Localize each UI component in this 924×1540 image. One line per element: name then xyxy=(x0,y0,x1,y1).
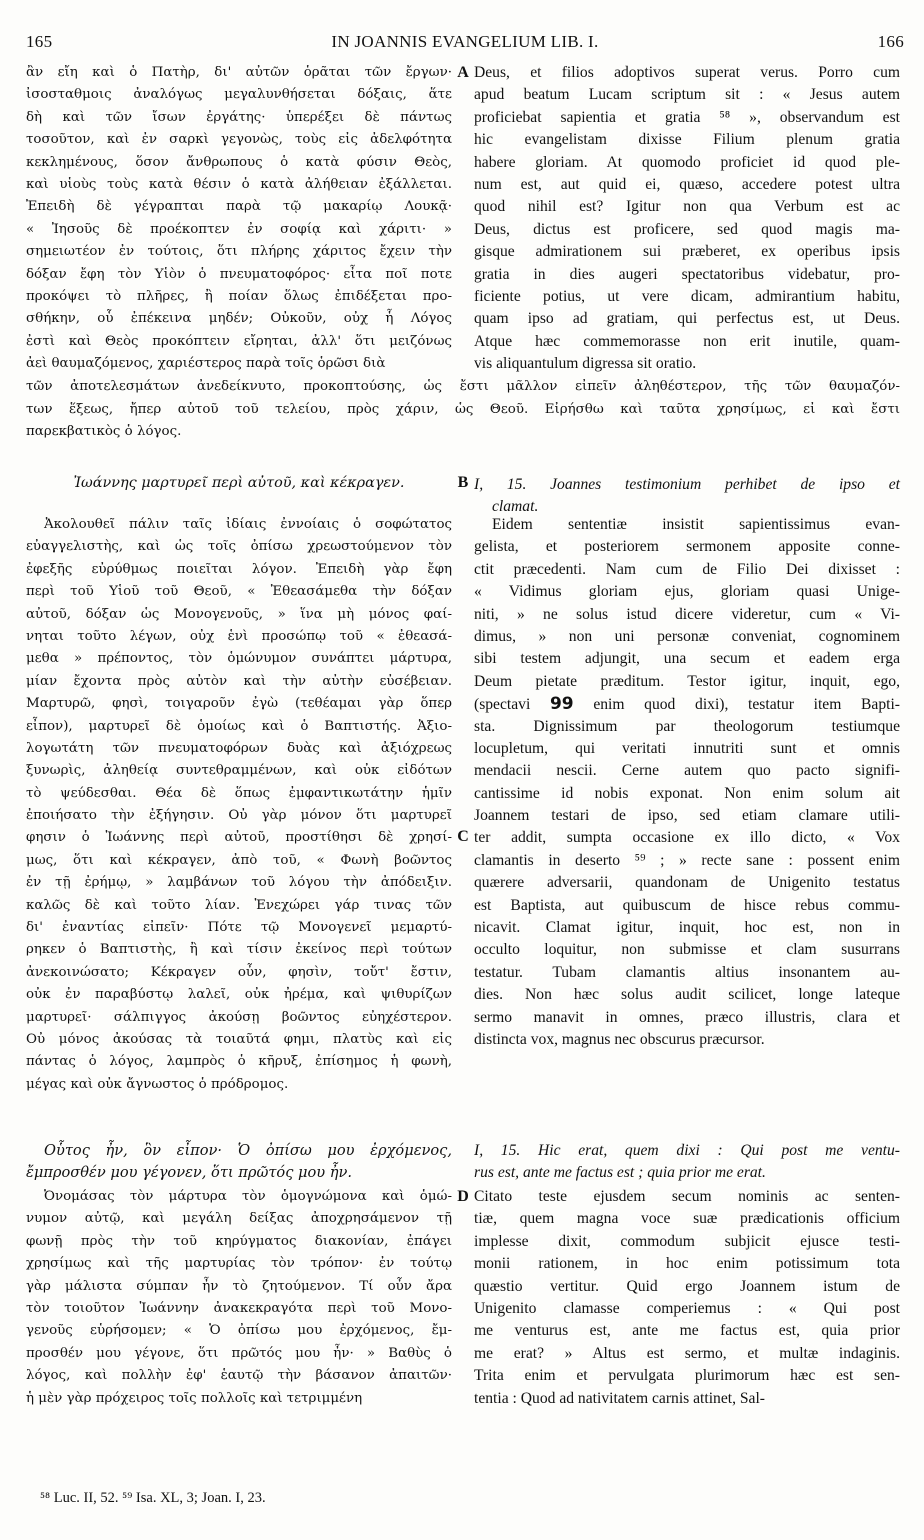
greek-continuation-full xyxy=(26,376,900,444)
text-line: me erat? » Altus est sermo, et multæ indaginis. xyxy=(474,1344,900,1362)
text-line: Eidem sententiæ insistit sapientissimus evan- xyxy=(492,516,900,533)
text-line: niti, » ne solus istud dicere videretur, cum « Vi- xyxy=(474,605,900,623)
page-number-right: 166 xyxy=(877,32,904,51)
greek-heading-1: Ἰωάννης μαρτυρεῖ περὶ αὐτοῦ, καὶ κέκραγεν. xyxy=(73,475,405,491)
greek-column-mid xyxy=(26,514,452,1096)
text-line: ξυνωρὶς, ἀληθείᾳ συντεθραμμένων, καὶ οὐκ εἰδότων xyxy=(26,763,452,779)
text-line: αὐτοῦ, δόξαν ὡς Μονογενοῦς, » ἵνα μὴ μόνος φαί- xyxy=(26,606,452,622)
latin-column-top xyxy=(474,62,900,375)
text-line: παρεκβατικὸς ὁ λόγος. xyxy=(26,424,182,440)
text-line xyxy=(474,693,900,715)
text-line: occulto loquitur, non submisse et clam susurrans xyxy=(474,941,900,959)
text-line: νυμον αὐτῷ, καὶ μεγάλη δείξας ἀποχρησάμενον τῇ xyxy=(26,1211,452,1227)
greek-column-top xyxy=(26,62,452,375)
section-marker-b: B xyxy=(457,474,469,491)
text-line: καλῶς δὲ καὶ τοῦτο λίαν. Ἐνεχώρει γάρ τινας τῶν xyxy=(26,897,452,913)
text-line: Unigenito clamasse comperiemus : « Qui post xyxy=(474,1299,900,1317)
running-header xyxy=(26,32,904,56)
text-line: δι' ἐναντίας εἰπεῖν· Πότε τῷ Μονογενεῖ μεμαρτύ- xyxy=(26,920,452,936)
text-line: testatur. Tubam clamantis altius insonantem au- xyxy=(474,963,900,981)
text-line: εἶπον), μαρτυρεῖ δὲ ὁμοίως καὶ ὁ Βαπτιστής. Ἀξιο- xyxy=(26,718,452,734)
text-line: φωνῇ πρὸς τὴν τοῦ κηρύγματος διακονίαν, ἐπάγει xyxy=(26,1233,452,1249)
text-line: γενοῦς εὑρήσομεν; « Ὁ ὀπίσω μου ἐρχόμενος, ἔμ- xyxy=(26,1323,452,1339)
text-line: περὶ τοῦ Υἱοῦ τοῦ Θεοῦ, « Ἐθεασάμεθα τὴν δόξαν xyxy=(26,584,452,600)
text-line: δὴ καὶ τῶν ἴσων ἐργάτης· ὑπερέξει δὲ πάντως xyxy=(26,109,452,125)
text-line: ἀνεκοινώσατο; Κέκραγεν οὖν, φησὶν, τοὔτ' ἔστιν, xyxy=(26,964,452,980)
text-line: Citato teste ejusdem secum nominis ac senten- xyxy=(474,1188,900,1205)
text-line: sta. Dignissimum par theologorum testiumque xyxy=(474,717,900,735)
text-line: Deus, et filios adoptivos superat verus. Porro cum xyxy=(474,64,900,81)
text-line: Joannem testari de ipso, sed etiam clamare utili- xyxy=(474,807,900,825)
text-line: ἰσοσταθμοις ἀναλόγως μεγαλυνθήσεται δόξαις, ἅτε xyxy=(26,87,452,103)
latin-column-mid xyxy=(474,514,900,1051)
text-line: σθήκην, οὗ ἐπέκεινα μηδέν; Οὐκοῦν, οὐχ ἧ Λόγος xyxy=(26,311,452,327)
text-line: quam ipso ad gratiam, qui perfectus est, ut Deus. xyxy=(474,310,900,328)
latin-heading-2: I, 15. Hic erat, quem dixi : Qui post me ventu- rus est, ante me factus est ; quia prior me erat. xyxy=(474,1142,900,1182)
latin-column-bottom xyxy=(474,1186,900,1410)
text-line: distincta vox, magnus nec obscurus præcursor. xyxy=(474,1030,765,1048)
text-line: gelista, et posteriorem sermonem apposite conne- xyxy=(474,538,900,556)
text-line: ἐποιήσατο τὴν ἐξήγησιν. Οὐ γὰρ μόνον ὅτι μαρτυρεῖ xyxy=(26,808,452,824)
text-line: γὰρ μάλιστα σύμπαν ἦν τὸ ζητούμενον. Τί οὖν ἄρα xyxy=(26,1278,452,1294)
text-line: οὐκ ἐν παραβύστῳ λαλεῖ, οὐκ ἠρέμα, καὶ ψιθυρίζων xyxy=(26,987,452,1003)
text-line: dimus, » non uni personæ conveniat, cognominem xyxy=(474,627,900,645)
greek-column-bottom xyxy=(26,1186,452,1410)
text-line: λόγος, καὶ πολλὴν ἐφ' ἑαυτῷ τὴν βάσανον ἀπαιτῶν· xyxy=(26,1368,452,1384)
text-line: Atque hæc commemorasse non erit inutile, quam- xyxy=(474,332,900,350)
text-line: « Vidimus gloriam ejus, gloriam quasi Unige- xyxy=(474,583,900,601)
text-line: νηται τοῦτο λέγων, οὐχ ἑνὶ προσώπῳ τοῦ « ἐθεασά- xyxy=(26,628,452,644)
section-marker-c: C xyxy=(457,828,469,845)
margin-page-number: 99 xyxy=(549,694,574,715)
text-line: implesse dixit, commodum subjicit ejusce testi- xyxy=(474,1232,900,1250)
text-line: ἐν τῇ ἐρήμῳ, » λαμβάνων τοῦ λόγου τὴν ἀπόδειξιν. xyxy=(26,875,452,891)
text-line: λογωτάτη τῶν πνευματοφόρων δυὰς καὶ ἀξιόχρεως xyxy=(26,740,452,756)
text-line: gratia in dies augeri spectatoribus videbatur, pro- xyxy=(474,265,900,283)
text-line: ἡ μὲν γὰρ πρόχειρος τοῖς πολλοῖς καὶ τετριμμένη xyxy=(26,1390,363,1406)
text-line: μέγας καὶ οὐκ ἄγνωστος ὁ πρόδρομος. xyxy=(26,1076,289,1092)
text-line: tiæ, quem magna voce suæ prædicationis officium xyxy=(474,1210,900,1228)
text-line: μεθα » πρέποντος, τὸν ὁμώνυμον συνάπτει μάρτυρα, xyxy=(26,651,452,667)
section-marker-d: D xyxy=(457,1188,469,1205)
text-line: ἐφεξῆς εὐρύθμως ποιεῖται λόγον. Ἐπειδὴ γὰρ ἔφη xyxy=(26,561,452,577)
text-line: δόξαν ἔφη τὸν Υἱὸν ὁ πνευματοφόρος· εἶτα ποῖ ποτε xyxy=(26,266,452,282)
text-line: habere gloriam. At quomodo proficiet id quod ple- xyxy=(474,153,900,171)
text-line: πάντας ὁ λόγος, λαμπρὸς ὁ κῆρυξ, ἐπίσημος ἡ φωνὴ, xyxy=(26,1054,452,1070)
text-line: mendacii nescii. Cerne autem quo pacto signifi- xyxy=(474,762,900,780)
text-line: Ὀνομάσας τὸν μάρτυρα τὸν ὁμογνώμονα καὶ ὁμώ- xyxy=(44,1189,452,1204)
text-line: me venturus est, ante me factus est, quia prior xyxy=(474,1322,900,1340)
text-line: φησιν ὁ Ἰωάννης περὶ αὐτοῦ, προστίθησι δὲ χρησί- xyxy=(26,830,452,846)
text-line: clamantis in deserto ⁵⁹ ; » recte sane : possent enim xyxy=(474,851,900,869)
text-line: ἀεὶ θαυμαζόμενος, χαριέστερος παρὰ τοῖς ὁρῶσι διὰ xyxy=(26,356,386,372)
text-line: nicavit. Clamat igitur, inquit, hoc est, non in xyxy=(474,919,900,937)
text-line: apud beatum Lucam scriptum sit : « Jesus autem xyxy=(474,86,900,104)
text-line: Deus, dictus est proficere, sed quod magis ma- xyxy=(474,220,900,238)
text-line: κεκλημένους, ὅσον ἄνθρωπους ὁ κατὰ φύσιν Θεὸς, xyxy=(26,154,452,170)
text-line: ctit præcedenti. Nam cum de Filio Dei dixisset : xyxy=(474,560,900,578)
text-line: est Baptista, aut quibuscum de hisce rebus commu- xyxy=(474,896,900,914)
text-line: τὸ ψεύδεσθαι. Θέα δὲ ὅπως ἐμφαντικωτάτην ἡμῖν xyxy=(26,785,452,801)
text-line: Trita enim et pervulgata plurimorum hæc est sen- xyxy=(474,1367,900,1385)
text-line: sermo manavit in omnes, præco illustris, clara et xyxy=(474,1008,900,1026)
text-line: Ἀκολουθεῖ πάλιν ταῖς ἰδίαις ἐννοίαις ὁ σοφώτατος xyxy=(44,517,452,532)
text-line: sibi testem adjungit, una secum et eadem erga xyxy=(474,650,900,668)
text-line: προκόψει τὸ πλῆρες, ἢ ποίαν ὅλως ἐπιδέξεται προ- xyxy=(26,288,452,304)
text-line: cantissime id nobis exponat. Non enim solum ait xyxy=(474,784,900,802)
text-line: Μαρτυρῶ, φησὶ, τοιγαροῦν ἐγὼ (τεθέαμαι γὰρ ὅπερ xyxy=(26,696,452,712)
text-line: χρησίμως καὶ τῆς μαρτυρίας τὸν τρόπον· ἐν τούτῳ xyxy=(26,1256,452,1272)
text-line: καὶ υἱοὺς τοὺς κατὰ θέσιν ὁ κατὰ ἀλήθειαν ἐξάλλεται. xyxy=(26,176,452,192)
text-line: Οὐ μόνος ἀκούσας τὰ τοιαῦτά φημι, πλατὺς καὶ εἰς xyxy=(26,1031,452,1047)
text-line: σημειωτέον ἐν τούτοις, ὅτι πλήρης χάριτος ἔχειν τὴν xyxy=(26,244,452,260)
page-number-left: 165 xyxy=(26,32,53,51)
text-line: των ἕξεως, ἤπερ αὐτοῦ τοῦ τελείου, πρὸς χάριν, ὡς Θεοῦ. Εἰρήσθω καὶ ταῦτα χρησίμως, εἰ καὶ ἔστι xyxy=(26,401,900,417)
text-line: num est, aut quid ei, quæso, accedere potest ultra xyxy=(474,175,900,193)
text-line: προσθέν μου γέγονε, ὅτι πρῶτός μου ἦν· » Βαθὺς ὁ xyxy=(26,1345,452,1361)
text-line: quærere adversarii, quandonam de Unigenito testatus xyxy=(474,874,900,892)
text-line: vis aliquantulum digressa sit oratio. xyxy=(474,355,697,373)
footnote: ⁵⁸ Luc. II, 52. ⁵⁹ Isa. XL, 3; Joan. I, 23. xyxy=(40,1490,266,1506)
text-line: τῶν ἀποτελεσμάτων ἀνεδείκνυτο, προκοπτούσης, ὡς ἔστι μᾶλλον εἰπεῖν ἀληθέστερον, τῆς τῶν θαυμαζόν- xyxy=(26,379,900,394)
text-line: τοσοῦτον, καὶ ἐν σαρκὶ γεγονὼς, τοὺς εἰς ἀδελφότητα xyxy=(26,132,452,148)
text-line: quæstio vertitur. Quid ergo Joannem istum de xyxy=(474,1277,900,1295)
text-line: μως, ὅτι καὶ κέκραγεν, ἀπὸ τοῦ, « Φωνὴ βοῶντος xyxy=(26,852,452,868)
greek-heading-2: Οὗτος ἦν, ὃν εἶπον· Ὁ ὀπίσω μου ἐρχόμενος, ἔμπροσθέν μου γέγονεν, ὅτι πρῶτός μου ἦν. xyxy=(26,1142,452,1182)
text-line: tentia : Quod ad nativitatem carnis attinet, Sal- xyxy=(474,1389,765,1407)
text-line: Ἐπειδὴ δὲ γέγραπται παρὰ τῷ μακαρίῳ Λουκᾷ· xyxy=(26,199,452,215)
text-line: ter addit, sumpta occasione ex illo dicto, « Vox xyxy=(474,829,900,847)
text-line: dies. Non hæc solus audit scilicet, longe lateque xyxy=(474,986,900,1004)
text-line: ficiente potius, ut vere dicam, admirantium habitu, xyxy=(474,287,900,305)
text-line: μίαν ἔχοντα πρὸς αὐτὸν καὶ τὴν αὐτὴν εὐσέβειαν. xyxy=(26,673,452,689)
section-marker-a: A xyxy=(457,64,469,81)
text-line: εὐαγγελιστὴς, καὶ ὡς τοῖς ὀπίσω χρεωστούμενον τὸν xyxy=(26,539,452,555)
text-line: gisque admirationem sui præberet, ex operibus ipsis xyxy=(474,243,900,261)
latin-heading-1: I, 15. Joannes testimonium perhibet de ipso et clamat. xyxy=(474,476,900,516)
text-line: monii rationem, in hoc enim potissimum tota xyxy=(474,1255,900,1273)
text-line: Deum pietate præditum. Testor igitur, inquit, ego, xyxy=(474,672,900,690)
text-line: « Ἰησοῦς δὲ προέκοπτεν ἐν σοφίᾳ καὶ χάριτι· » xyxy=(26,221,452,237)
text-span: (spectavi xyxy=(474,696,531,714)
text-line: locupletum, qui veritati innutriti sunt et omnis xyxy=(474,739,900,757)
text-line: quod nihil est? Igitur non qua Verbum est ac xyxy=(474,198,900,216)
text-line: ἐστὶ καὶ Θεὸς προκόπτειν εἴρηται, ἀλλ' ὅτι μειζόνως xyxy=(26,333,452,349)
text-line: ρηκεν ὁ Βαπτιστὴς, ἢ καὶ τίσιν ἐκείνος περὶ τούτων xyxy=(26,942,452,958)
text-span: enim quod dixi), testatur item Bapti- xyxy=(593,696,900,714)
text-line: ἂν εἴη καὶ ὁ Πατὴρ, δι' αὐτῶν ὁρᾶται τῶν ἔργων· xyxy=(26,65,452,80)
running-title: IN JOANNIS EVANGELIUM LIB. I. xyxy=(331,32,599,51)
text-line: hic evangelistam dixisse Filium plenum gratia xyxy=(474,131,900,149)
text-line: μαρτυρεῖ· σάλπιγγος ἀκούσῃ βοῶντος εὐηχέστερον. xyxy=(26,1009,452,1025)
text-line: τὸν τοιοῦτον Ἰωάννην ἀνακεκραγότα περὶ τοῦ Μονο- xyxy=(26,1300,452,1316)
text-line: proficiebat sapientia et gratia ⁵⁸ », observandum est xyxy=(474,108,900,126)
